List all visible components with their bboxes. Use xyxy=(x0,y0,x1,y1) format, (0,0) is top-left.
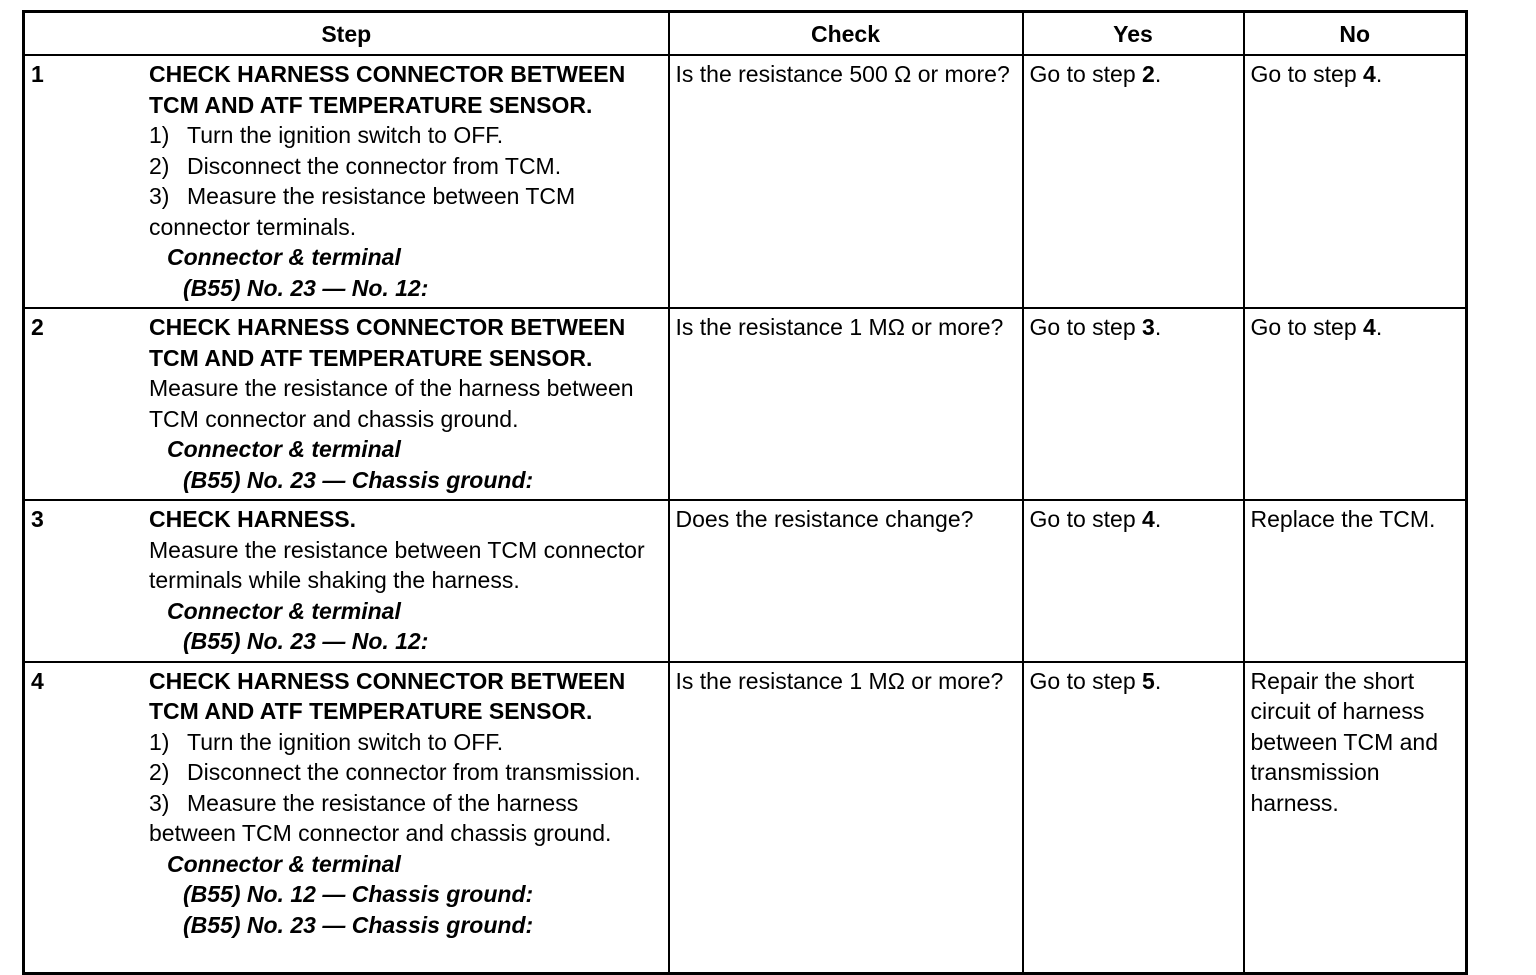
step-number: 4 xyxy=(31,667,44,694)
connector-terminal-heading: Connector & terminal xyxy=(167,850,401,877)
table-row xyxy=(24,662,1467,974)
connector-terminal-spec: (B55) No. 23 — Chassis ground: xyxy=(183,911,534,938)
header-row xyxy=(24,12,1467,56)
step-number: 3 xyxy=(31,506,44,532)
list-item: 1) Turn the ignition switch to OFF. xyxy=(149,122,504,148)
header-yes: Yes xyxy=(1023,12,1244,56)
list-item: 3) Measure the resistance of the harness between TCM connector and chassis ground. xyxy=(149,789,612,846)
step-number: 2 xyxy=(31,314,44,340)
step-cell xyxy=(24,662,669,974)
check-cell: Is the resistance 1 MΩ or more? xyxy=(669,308,1023,500)
yes-cell: Go to step 3. xyxy=(1023,308,1244,500)
connector-terminal-spec: (B55) No. 12 — Chassis ground: xyxy=(183,881,534,907)
check-cell: Does the resistance change? xyxy=(669,500,1023,662)
header-step: Step xyxy=(24,12,669,56)
table-row xyxy=(24,55,1467,308)
step-title: CHECK HARNESS CONNECTOR BETWEEN TCM AND ATF TEMPERATURE SENSOR. xyxy=(149,667,626,724)
check-cell: Is the resistance 500 Ω or more? xyxy=(669,55,1023,308)
step-description: Measure the resistance between TCM connector terminals while shaking the harness. xyxy=(149,536,645,593)
connector-terminal-heading: Connector & terminal xyxy=(167,597,401,624)
list-item: 2) Disconnect the connector from TCM. xyxy=(149,152,562,179)
step-cell xyxy=(24,55,669,308)
table-row xyxy=(24,500,1467,662)
step-title: CHECK HARNESS CONNECTOR BETWEEN TCM AND ATF TEMPERATURE SENSOR. xyxy=(149,61,626,118)
connector-terminal-spec: (B55) No. 23 — Chassis ground: xyxy=(183,466,534,493)
check-cell: Is the resistance 1 MΩ or more? xyxy=(669,662,1023,974)
step-cell xyxy=(24,308,669,500)
step-number: 1 xyxy=(31,61,44,87)
list-item: 2) Disconnect the connector from transmission. xyxy=(149,759,641,785)
yes-cell: Go to step 4. xyxy=(1023,500,1244,662)
no-cell: Go to step 4. xyxy=(1244,55,1467,308)
yes-cell: Go to step 2. xyxy=(1023,55,1244,308)
header-check: Check xyxy=(669,12,1023,56)
header-no: No xyxy=(1244,12,1467,56)
table-row xyxy=(24,308,1467,500)
step-title: CHECK HARNESS CONNECTOR BETWEEN TCM AND ATF TEMPERATURE SENSOR. xyxy=(149,314,626,371)
connector-terminal-spec: (B55) No. 23 — No. 12: xyxy=(183,628,429,654)
connector-terminal-heading: Connector & terminal xyxy=(167,436,401,462)
diagnostic-procedure-table xyxy=(22,10,1468,975)
list-item: 1) Turn the ignition switch to OFF. xyxy=(149,728,504,755)
connector-terminal-spec: (B55) No. 23 — No. 12: xyxy=(183,274,429,301)
list-item: 3) Measure the resistance between TCM connector terminals. xyxy=(149,183,576,240)
no-cell: Go to step 4. xyxy=(1244,308,1467,500)
step-cell xyxy=(24,500,669,662)
no-cell: Repair the short circuit of harness between TCM and transmission harness. xyxy=(1244,662,1467,974)
connector-terminal-heading: Connector & terminal xyxy=(167,244,401,270)
step-title: CHECK HARNESS. xyxy=(149,506,357,532)
no-cell: Replace the TCM. xyxy=(1244,500,1467,662)
step-description: Measure the resistance of the harness between TCM connector and chassis ground. xyxy=(149,375,634,432)
yes-cell: Go to step 5. xyxy=(1023,662,1244,974)
